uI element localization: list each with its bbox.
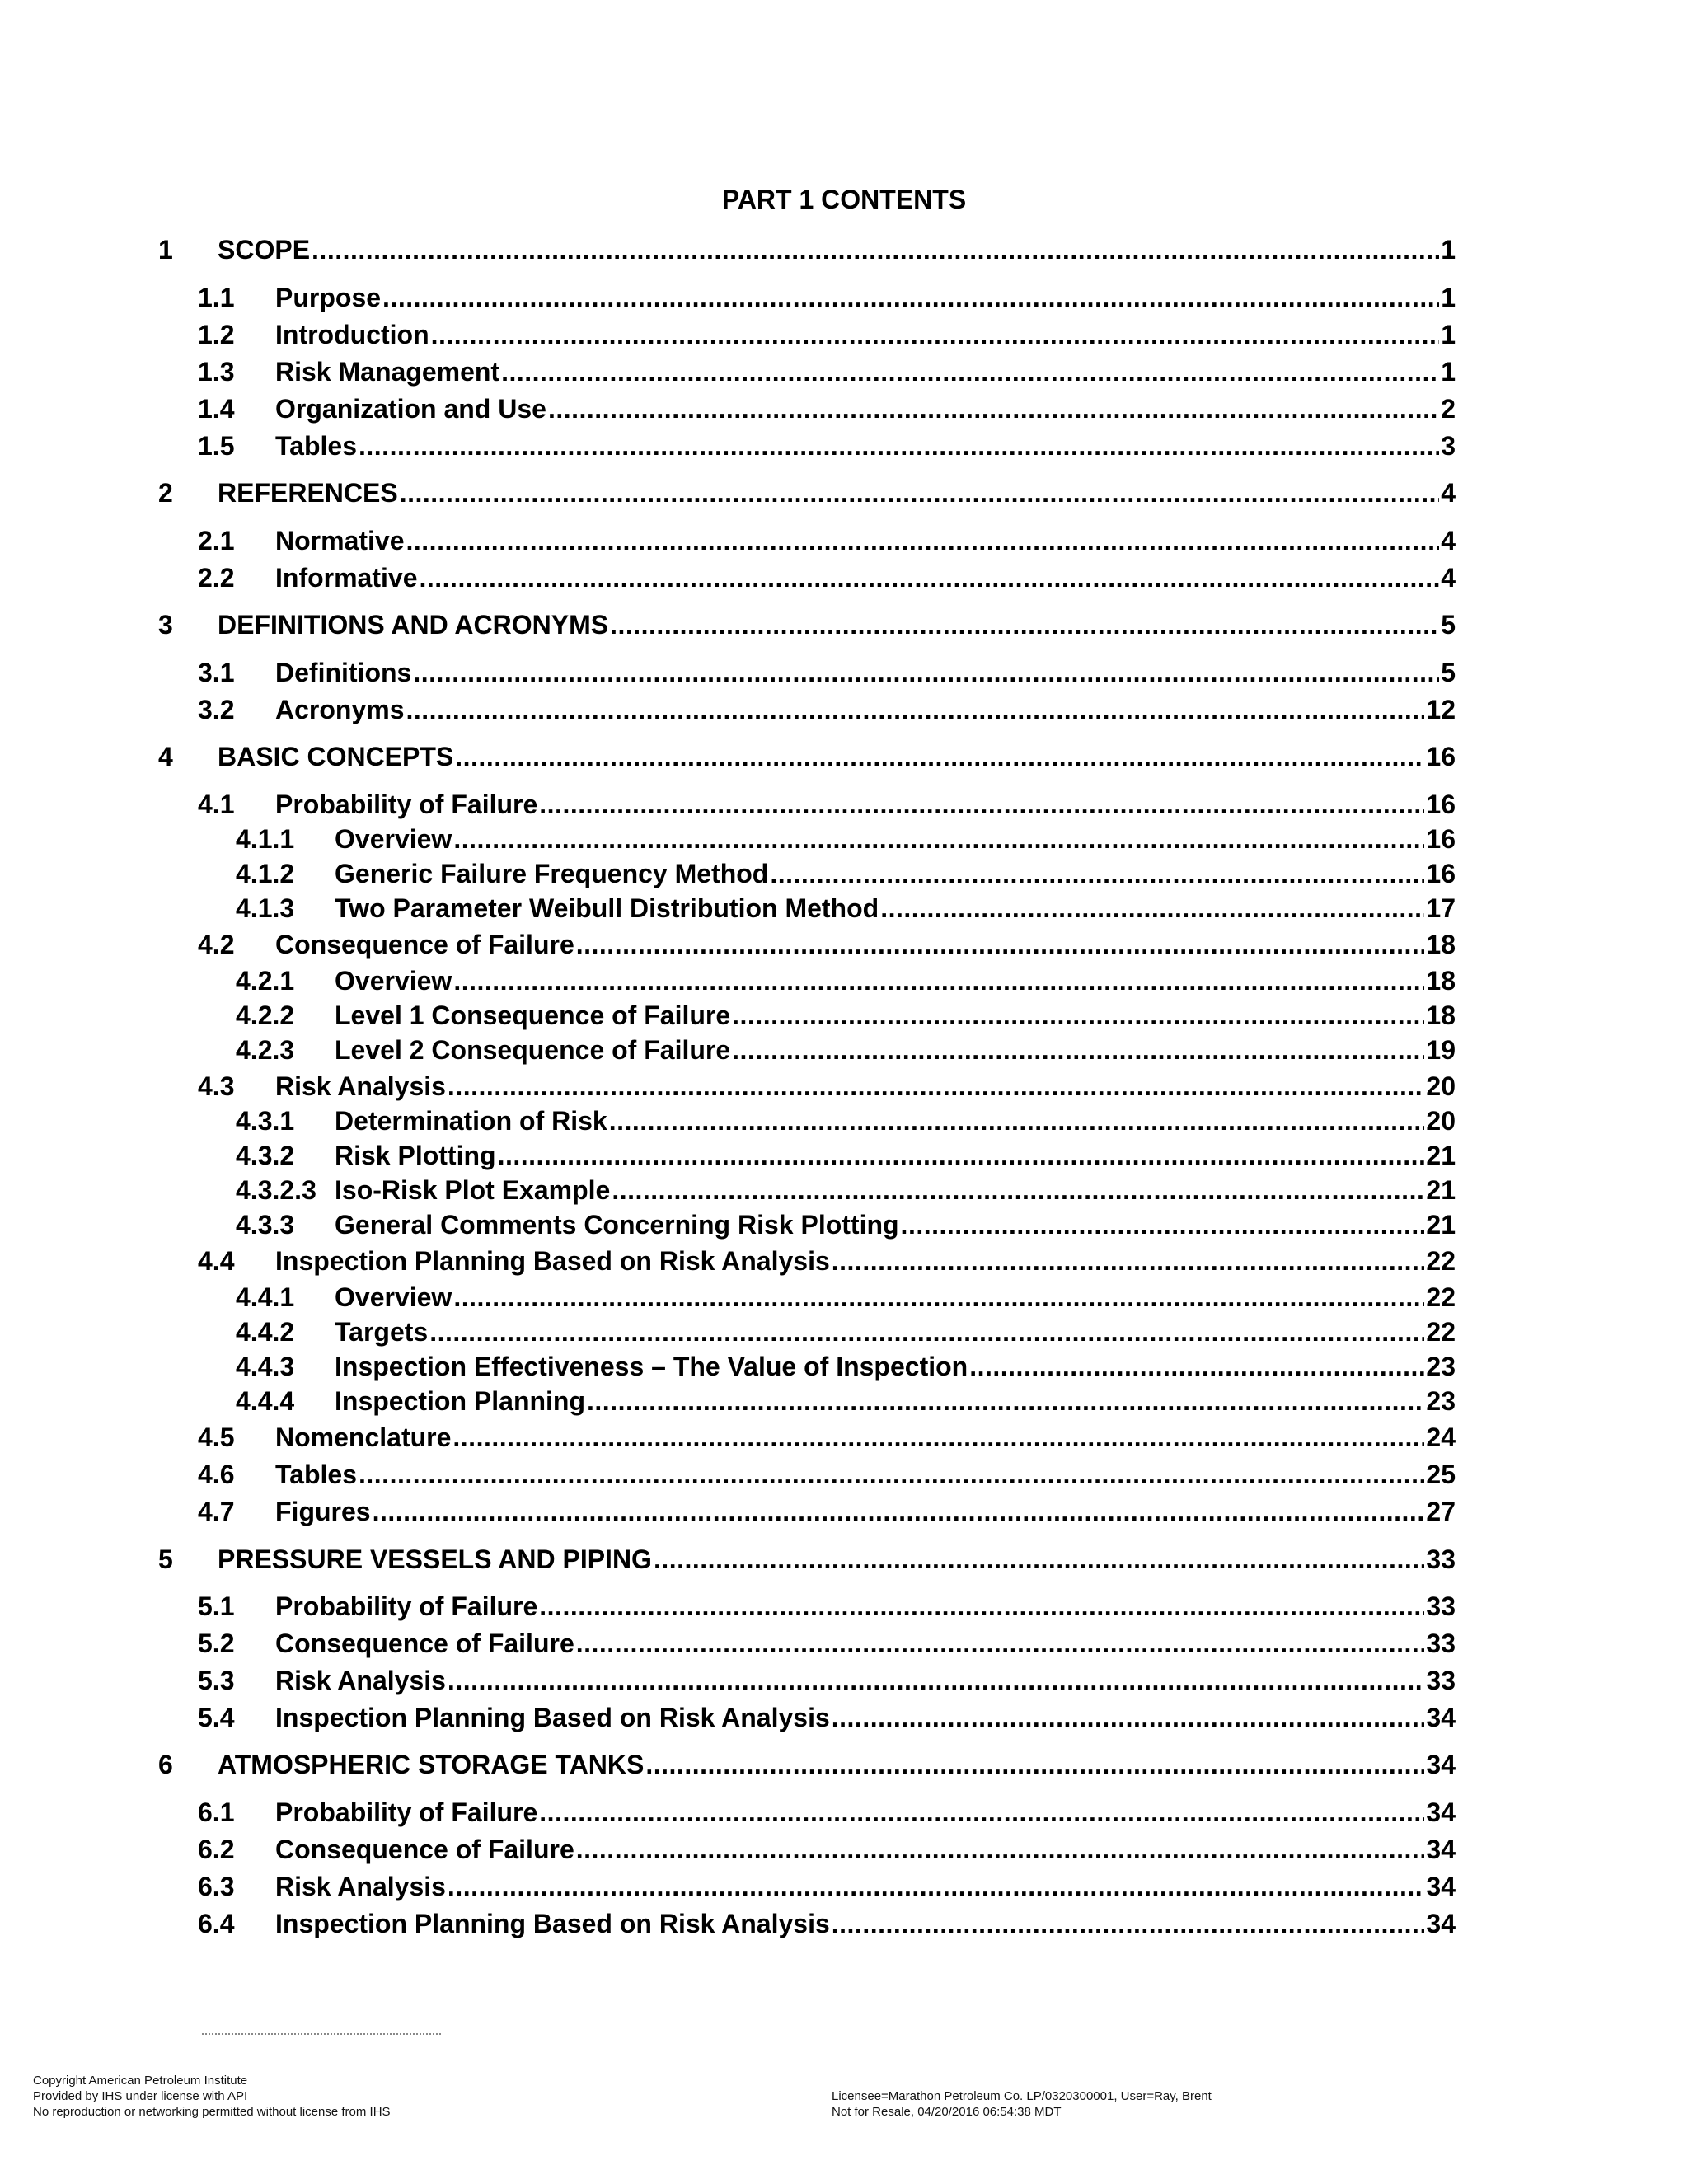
toc-entry-number: 6.2: [198, 1835, 235, 1864]
toc-entry[interactable]: [158, 608, 1456, 641]
toc-entry-label: Tables: [275, 1460, 357, 1489]
toc-entry-label: Risk Analysis: [275, 1666, 446, 1695]
toc-dot-leader: [359, 429, 1439, 462]
toc-entry[interactable]: [198, 1458, 1456, 1491]
toc-entry-number: 4.7: [198, 1497, 235, 1526]
toc-entry[interactable]: [198, 1495, 1456, 1528]
toc-entry[interactable]: [198, 524, 1456, 557]
toc-dot-leader: [448, 1870, 1424, 1903]
toc-entry-page: 2: [1441, 394, 1456, 424]
toc-entry-page: 23: [1426, 1352, 1456, 1381]
toc-entry-page: 12: [1426, 695, 1456, 724]
toc-dot-leader: [548, 392, 1439, 425]
toc-entry-label: Tables: [275, 431, 357, 461]
toc-entry-label: Inspection Planning Based on Risk Analysis: [275, 1246, 830, 1276]
toc-entry-label: General Comments Concerning Risk Plotting: [335, 1210, 899, 1240]
toc-entry-page: 20: [1426, 1106, 1456, 1136]
toc-entry-number: 6: [158, 1750, 173, 1779]
footer-line: Provided by IHS under license with API: [33, 2089, 248, 2103]
toc-entry[interactable]: [198, 429, 1456, 462]
toc-entry-number: 3: [158, 610, 173, 640]
toc-dot-leader: [448, 1070, 1424, 1103]
toc-dot-leader: [576, 1627, 1425, 1660]
toc-entry[interactable]: [236, 1281, 1456, 1314]
toc-entry-page: 17: [1426, 893, 1456, 923]
toc-dot-leader: [382, 281, 1439, 314]
toc-dot-leader: [359, 1458, 1424, 1491]
toc-entry[interactable]: [236, 1208, 1456, 1241]
toc-entry[interactable]: [236, 1104, 1456, 1137]
toc-entry-number: 4.6: [198, 1460, 235, 1489]
toc-entry-page: 25: [1426, 1460, 1456, 1489]
toc-entry-label: Overview: [335, 1282, 452, 1312]
toc-entry-number: 4.4: [198, 1246, 235, 1276]
toc-entry-label: Inspection Effectiveness – The Value of Inspection: [335, 1352, 968, 1381]
toc-entry[interactable]: [158, 740, 1456, 773]
toc-dot-leader: [452, 1421, 1424, 1454]
toc-entry-page: 34: [1426, 1750, 1456, 1779]
toc-entry-label: DEFINITIONS AND ACRONYMS: [218, 610, 609, 640]
toc-entry-page: 1: [1441, 357, 1456, 387]
toc-entry-page: 1: [1441, 235, 1456, 265]
toc-entry-number: 1.3: [198, 357, 235, 387]
toc-dot-leader: [419, 561, 1439, 594]
toc-entry-page: 20: [1426, 1071, 1456, 1101]
toc-entry-label: Probability of Failure: [275, 1591, 538, 1621]
toc-entry-number: 4.3.1: [236, 1106, 295, 1136]
toc-entry-page: 21: [1426, 1141, 1456, 1170]
toc-entry-page: 5: [1441, 610, 1456, 640]
toc-entry-label: Purpose: [275, 283, 382, 312]
toc-entry[interactable]: [198, 1421, 1456, 1454]
toc-entry[interactable]: [198, 1701, 1456, 1734]
toc-entry-number: 4.2.1: [236, 966, 295, 996]
footer-line: Not for Resale, 04/20/2016 06:54:38 MDT: [832, 2105, 1062, 2119]
toc-entry-label: REFERENCES: [218, 478, 398, 508]
toc-dot-leader: [539, 1590, 1424, 1623]
toc-entry[interactable]: [236, 1174, 1456, 1207]
toc-entry-label: Consequence of Failure: [275, 1629, 574, 1658]
toc-entry[interactable]: [198, 1870, 1456, 1903]
toc-entry-number: 1: [158, 235, 173, 265]
toc-entry-page: 4: [1441, 563, 1456, 593]
toc-entry-number: 6.1: [198, 1797, 235, 1827]
toc-entry-label: Probability of Failure: [275, 790, 538, 819]
toc-entry-label: Overview: [335, 966, 452, 996]
toc-entry-page: 16: [1426, 859, 1456, 888]
toc-entry-number: 4.1.2: [236, 859, 295, 888]
toc-entry[interactable]: [158, 1543, 1456, 1576]
toc-entry-label: Organization and Use: [275, 394, 546, 424]
toc-entry[interactable]: [236, 964, 1456, 997]
toc-entry-number: 4.4.3: [236, 1352, 295, 1381]
toc-entry-label: Introduction: [275, 320, 429, 349]
toc-entry-number: 2.2: [198, 563, 235, 593]
toc-dot-leader: [609, 1104, 1425, 1137]
toc-entry-label: Inspection Planning: [335, 1386, 586, 1416]
footer-line: Copyright American Petroleum Institute: [33, 2074, 248, 2088]
toc-entry-page: 1: [1441, 283, 1456, 312]
toc-entry[interactable]: [198, 392, 1456, 425]
toc-entry-page: 21: [1426, 1210, 1456, 1240]
toc-entry[interactable]: [236, 999, 1456, 1032]
toc-dot-leader: [539, 788, 1424, 821]
toc-entry-label: BASIC CONCEPTS: [218, 742, 454, 771]
toc-dot-leader: [373, 1495, 1425, 1528]
toc-dot-leader: [429, 1315, 1424, 1348]
toc-entry-page: 33: [1426, 1544, 1456, 1574]
toc-entry-label: Level 2 Consequence of Failure: [335, 1035, 731, 1065]
toc-entry[interactable]: [236, 1385, 1456, 1418]
toc-entry-label: Targets: [335, 1317, 429, 1347]
toc-entry[interactable]: [198, 1907, 1456, 1940]
toc-entry[interactable]: [236, 823, 1456, 855]
toc-dot-leader: [406, 693, 1425, 726]
toc-entry-label: Acronyms: [275, 695, 405, 724]
toc-dot-leader: [406, 524, 1440, 557]
toc-entry-page: 5: [1441, 658, 1456, 687]
toc-entry-number: 4.5: [198, 1422, 235, 1452]
toc-dot-leader: [576, 928, 1425, 961]
toc-entry-label: Inspection Planning Based on Risk Analysis: [275, 1909, 830, 1938]
toc-entry[interactable]: [198, 656, 1456, 689]
toc-entry-page: 16: [1426, 824, 1456, 854]
toc-entry-page: 33: [1426, 1666, 1456, 1695]
toc-entry-number: 1.4: [198, 394, 235, 424]
toc-entry-label: PRESSURE VESSELS AND PIPING: [218, 1544, 652, 1574]
toc-entry-page: 21: [1426, 1175, 1456, 1205]
toc-dot-leader: [498, 1139, 1425, 1172]
toc-entry[interactable]: [236, 857, 1456, 890]
footer-line: No reproduction or networking permitted without license from IHS: [33, 2105, 391, 2119]
toc-dot-leader: [612, 1174, 1424, 1207]
toc-entry-number: 4.3: [198, 1071, 235, 1101]
footer-line: Licensee=Marathon Petroleum Co. LP/0320300001, User=Ray, Brent: [832, 2089, 1212, 2103]
toc-entry-number: 4.4.4: [236, 1386, 295, 1416]
toc-entry-page: 34: [1426, 1835, 1456, 1864]
toc-entry-page: 22: [1426, 1246, 1456, 1276]
toc-entry-page: 1: [1441, 320, 1456, 349]
toc-dot-leader: [610, 608, 1439, 641]
toc-entry-number: 6.3: [198, 1872, 235, 1901]
toc-entry[interactable]: [198, 1796, 1456, 1829]
toc-entry-number: 3.2: [198, 695, 235, 724]
toc-entry-number: 5: [158, 1544, 173, 1574]
toc-entry[interactable]: [198, 1070, 1456, 1103]
toc-entry-label: Nomenclature: [275, 1422, 452, 1452]
toc-entry[interactable]: [198, 318, 1456, 351]
toc-entry[interactable]: [198, 355, 1456, 388]
toc-entry-page: 18: [1426, 1001, 1456, 1030]
toc-dot-leader: [732, 1033, 1424, 1066]
toc-entry[interactable]: [198, 1244, 1456, 1277]
toc-dot-leader: [832, 1907, 1425, 1940]
toc-entry-label: Risk Management: [275, 357, 500, 387]
toc-dot-leader: [645, 1748, 1424, 1781]
toc-entry-label: Risk Plotting: [335, 1141, 496, 1170]
toc-dot-leader: [576, 1833, 1425, 1866]
toc-entry-number: 4: [158, 742, 173, 771]
toc-entry-number: 4.1: [198, 790, 235, 819]
toc-dot-leader: [539, 1796, 1424, 1829]
toc-dot-leader: [453, 823, 1424, 855]
toc-dot-leader: [969, 1350, 1424, 1383]
toc-entry-number: 1.5: [198, 431, 235, 461]
toc-entry-number: 4.4.2: [236, 1317, 295, 1347]
toc-entry-label: ATMOSPHERIC STORAGE TANKS: [218, 1750, 645, 1779]
toc-entry-label: Level 1 Consequence of Failure: [335, 1001, 731, 1030]
toc-entry[interactable]: [198, 561, 1456, 594]
toc-entry-number: 4.3.2: [236, 1141, 295, 1170]
toc-dot-leader: [732, 999, 1424, 1032]
toc-entry[interactable]: [158, 476, 1456, 509]
toc-entry-number: 4.3.3: [236, 1210, 295, 1240]
toc-entry-number: 2.1: [198, 526, 235, 555]
toc-entry-page: 34: [1426, 1703, 1456, 1732]
toc-entry-label: SCOPE: [218, 235, 311, 265]
toc-entry-page: 3: [1441, 431, 1456, 461]
toc-entry-page: 18: [1426, 966, 1456, 996]
toc-dot-leader: [901, 1208, 1425, 1241]
toc-entry[interactable]: [198, 693, 1456, 726]
toc-dot-leader: [453, 1281, 1424, 1314]
toc-entry-page: 34: [1426, 1909, 1456, 1938]
footer-scan-marks: [202, 2033, 441, 2038]
toc-dot-leader: [832, 1701, 1425, 1734]
toc-entry-number: 5.3: [198, 1666, 235, 1695]
toc-dot-leader: [431, 318, 1440, 351]
toc-dot-leader: [400, 476, 1440, 509]
toc-dot-leader: [587, 1385, 1424, 1418]
toc-entry-number: 5.1: [198, 1591, 235, 1621]
toc-entry-label: Risk Analysis: [275, 1071, 446, 1101]
footer-copyright: [33, 2073, 391, 2120]
toc-entry-number: 1.2: [198, 320, 235, 349]
toc-entry-page: 33: [1426, 1629, 1456, 1658]
toc-dot-leader: [455, 740, 1424, 773]
toc-dot-leader: [770, 857, 1424, 890]
toc-entry-page: 23: [1426, 1386, 1456, 1416]
toc-entry-number: 5.4: [198, 1703, 235, 1732]
toc-entry[interactable]: [198, 1664, 1456, 1697]
toc-entry-page: 19: [1426, 1035, 1456, 1065]
toc-entry-page: 33: [1426, 1591, 1456, 1621]
footer-license: [832, 2088, 1212, 2120]
toc-entry-page: 27: [1426, 1497, 1456, 1526]
toc-entry-label: Figures: [275, 1497, 371, 1526]
toc-entry-label: Determination of Risk: [335, 1106, 607, 1136]
toc-dot-leader: [453, 964, 1424, 997]
toc-entry-label: Normative: [275, 526, 405, 555]
page-title: PART 1 CONTENTS: [721, 185, 967, 214]
toc-entry-label: Inspection Planning Based on Risk Analysis: [275, 1703, 830, 1732]
toc-entry-label: Informative: [275, 563, 418, 593]
toc-entry[interactable]: [158, 1748, 1456, 1781]
toc-entry-page: 4: [1441, 526, 1456, 555]
toc-dot-leader: [654, 1543, 1424, 1576]
toc-entry-number: 4.3.2.3: [236, 1175, 316, 1205]
toc-dot-leader: [448, 1664, 1424, 1697]
toc-entry[interactable]: [236, 892, 1456, 925]
toc-dot-leader: [413, 656, 1439, 689]
toc-entry-page: 24: [1426, 1422, 1456, 1452]
toc-entry-page: 16: [1426, 790, 1456, 819]
toc-entry-page: 34: [1426, 1797, 1456, 1827]
toc-entry[interactable]: [236, 1350, 1456, 1383]
toc-dot-leader: [501, 355, 1439, 388]
toc-entry-page: 22: [1426, 1282, 1456, 1312]
toc-entry-number: 4.2.3: [236, 1035, 295, 1065]
toc-entry[interactable]: [198, 1590, 1456, 1623]
toc-entry-label: Consequence of Failure: [275, 930, 574, 959]
toc-entry-label: Risk Analysis: [275, 1872, 446, 1901]
toc-entry[interactable]: [236, 1033, 1456, 1066]
toc-dot-leader: [880, 892, 1424, 925]
toc-entry-number: 5.2: [198, 1629, 235, 1658]
toc-entry-number: 4.2: [198, 930, 235, 959]
toc-entry[interactable]: [198, 928, 1456, 961]
toc-entry[interactable]: [198, 281, 1456, 314]
toc-entry-label: Generic Failure Frequency Method: [335, 859, 769, 888]
toc-entry-label: Consequence of Failure: [275, 1835, 574, 1864]
toc-entry-label: Definitions: [275, 658, 412, 687]
toc-entry[interactable]: [198, 788, 1456, 821]
toc-entry[interactable]: [158, 233, 1456, 266]
toc-entry-number: 1.1: [198, 283, 235, 312]
toc-entry[interactable]: [236, 1315, 1456, 1348]
toc-entry[interactable]: [236, 1139, 1456, 1172]
toc-entry-number: 4.2.2: [236, 1001, 295, 1030]
toc-entry-number: 4.1.3: [236, 893, 295, 923]
toc-entry[interactable]: [198, 1627, 1456, 1660]
toc-dot-leader: [312, 233, 1439, 266]
toc-entry-number: 3.1: [198, 658, 235, 687]
toc-entry-label: Probability of Failure: [275, 1797, 538, 1827]
toc-entry[interactable]: [198, 1833, 1456, 1866]
toc-entry-page: 34: [1426, 1872, 1456, 1901]
toc-entry-number: 2: [158, 478, 173, 508]
toc-entry-page: 18: [1426, 930, 1456, 959]
toc-entry-label: Iso-Risk Plot Example: [335, 1175, 611, 1205]
toc-entry-label: Two Parameter Weibull Distribution Method: [335, 893, 879, 923]
toc-entry-page: 16: [1426, 742, 1456, 771]
toc-entry-label: Overview: [335, 824, 452, 854]
toc-entry-number: 4.4.1: [236, 1282, 295, 1312]
toc-entry-number: 6.4: [198, 1909, 235, 1938]
toc-entry-page: 22: [1426, 1317, 1456, 1347]
toc-dot-leader: [832, 1244, 1425, 1277]
toc-entry-page: 4: [1441, 478, 1456, 508]
toc-entry-number: 4.1.1: [236, 824, 295, 854]
